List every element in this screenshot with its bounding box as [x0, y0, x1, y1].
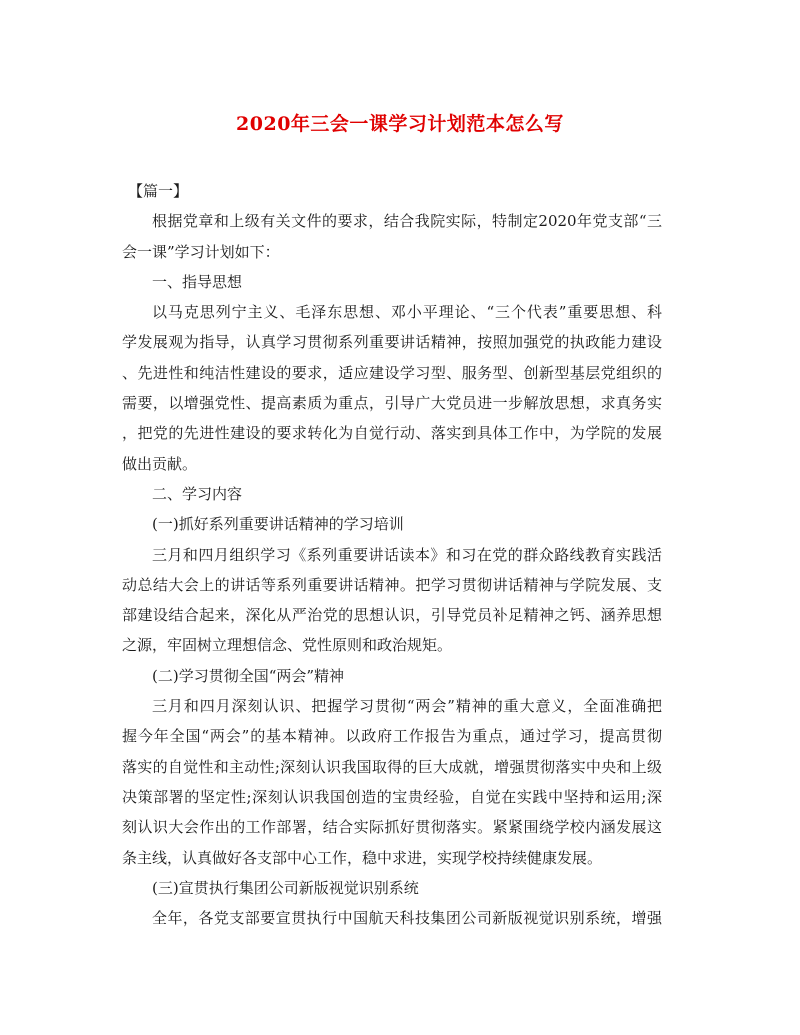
subsection-heading: (一)抓好系列重要讲话精神的学习培训 [152, 515, 404, 534]
subsection-heading: (二)学习贯彻全国“两会”精神 [152, 666, 345, 685]
paragraph-line: 握今年全国“两会”的基本精神。以政府工作报告为重点，通过学习，提高贯彻 [122, 727, 662, 746]
section-heading: 二、学习内容 [152, 484, 243, 503]
paragraph-line: 会一课”学习计划如下： [122, 242, 280, 261]
paragraph-line: 、先进性和纯洁性建设的要求，适应建设学习型、服务型、创新型基层党组织的 [122, 363, 662, 382]
paragraph-line: 落实的自觉性和主动性;深刻认识我国取得的巨大成就，增强贯彻落实中央和上级 [122, 757, 662, 776]
document-title: 2020年三会一课学习计划范本怎么写 [236, 113, 564, 135]
paragraph-line: 部建设结合起来，深化从严治党的思想认识，引导党员补足精神之钙、涵养思想 [122, 606, 662, 625]
paragraph-line: ，把党的先进性建设的要求转化为自觉行动、落实到具体工作中，为学院的发展 [122, 424, 662, 443]
section-heading: 一、指导思想 [152, 272, 243, 291]
paragraph-line: 决策部署的坚定性;深刻认识我国创造的宝贵经验，自觉在实践中坚持和运用;深 [122, 787, 662, 806]
paragraph-line: 三月和四月深刻认识、把握学习贯彻“两会”精神的重大意义，全面准确把 [152, 697, 662, 716]
paragraph-line: 以马克思列宁主义、毛泽东思想、邓小平理论、“三个代表”重要思想、科 [152, 303, 662, 322]
paragraph-line: 做出贡献。 [122, 454, 198, 473]
paragraph-line: 根据党章和上级有关文件的要求，结合我院实际，特制定2020年党支部“三 [152, 212, 662, 231]
paragraph-line: 学发展观为指导，认真学习贯彻系列重要讲话精神，按照加强党的执政能力建设 [122, 333, 662, 352]
section-tag: 【篇一】 [128, 182, 189, 200]
paragraph-line: 三月和四月组织学习《系列重要讲话读本》和习在党的群众路线教育实践活 [152, 545, 662, 564]
subsection-heading: (三)宣贯执行集团公司新版视觉识别系统 [152, 878, 419, 897]
paragraph-line: 刻认识大会作出的工作部署，结合实际抓好贯彻落实。紧紧围绕学校内涵发展这 [122, 818, 662, 837]
paragraph-line: 条主线，认真做好各支部中心工作，稳中求进，实现学校持续健康发展。 [122, 848, 603, 867]
document-body [122, 176, 662, 933]
paragraph-line: 全年，各党支部要宣贯执行中国航天科技集团公司新版视觉识别系统，增强 [152, 909, 662, 928]
paragraph-line: 动总结大会上的讲话等系列重要讲话精神。把学习贯彻讲话精神与学院发展、支 [122, 575, 662, 594]
paragraph-line: 需要，以增强党性、提高素质为重点，引导广大党员进一步解放思想，求真务实 [122, 394, 662, 413]
paragraph-line: 之源，牢固树立理想信念、党性原则和政治规矩。 [122, 636, 453, 655]
